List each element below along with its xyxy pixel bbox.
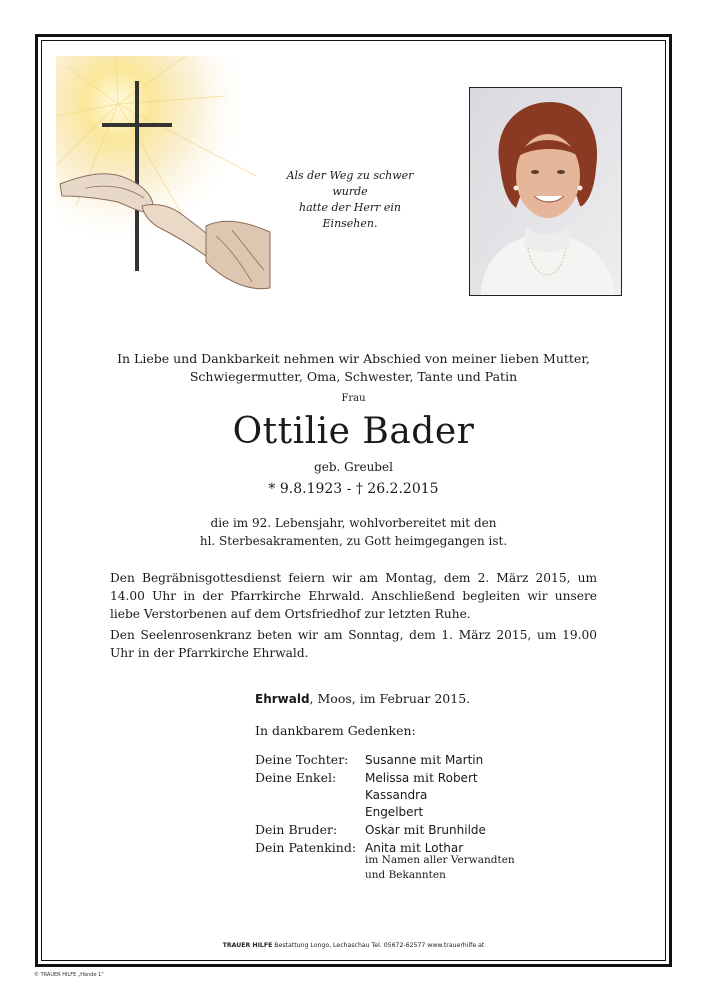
godchild-partner: Lothar <box>424 841 464 855</box>
list-item <box>255 769 486 787</box>
closing-line-2: und Bekannten <box>365 869 446 881</box>
grandchild-3: Engelbert <box>365 805 424 819</box>
godchild-label: Dein Patenkind: <box>255 840 357 855</box>
hands-cross-illustration-icon <box>56 56 276 296</box>
grandchild-1-partner: Robert <box>437 771 478 785</box>
place-date <box>255 691 470 706</box>
quote <box>270 168 430 232</box>
intro-text <box>60 350 647 386</box>
rosary-paragraph: Den Seelenrosenkranz beten wir am Sonntag, dem 1. März 2015, um 19.00 Uhr in der Pfarrkirche Ehrwald. <box>110 628 597 660</box>
brother-name: Oskar <box>365 823 400 837</box>
life-line-1: die im 92. Lebensjahr, wohlvorbereitet mit den <box>210 516 497 530</box>
mit-word: mit <box>400 840 421 855</box>
family-list <box>255 751 486 857</box>
daughter-name: Susanne <box>365 753 417 767</box>
grandchildren-label: Deine Enkel: <box>255 770 337 785</box>
intro-line-1: In Liebe und Dankbarkeit nehmen wir Abschied von meiner lieben Mutter, <box>117 351 590 366</box>
footer-brand: TRAUER HILFE <box>222 942 273 949</box>
footer <box>0 942 707 949</box>
brother-label: Dein Bruder: <box>255 822 338 837</box>
daughter-label: Deine Tochter: <box>255 752 349 767</box>
brother-partner: Brunhilde <box>428 823 486 837</box>
place-rest: , Moos, im Februar 2015. <box>309 691 471 706</box>
mit-word: mit <box>413 770 434 785</box>
portrait-photo-icon <box>469 87 622 296</box>
grandchild-2: Kassandra <box>365 788 428 802</box>
funeral-paragraph: Den Begräbnisgottesdienst feiern wir am Montag, dem 2. März 2015, um 14.00 Uhr in der Pfarrkirche Ehrwald. Anschließend begleiten wir unsere liebe Verstorbenen auf dem Ortsfriedhof zur letzten Ruhe. <box>110 571 597 621</box>
quote-line-2: hatte der Herr ein Einsehen. <box>298 201 402 230</box>
life-line-2: hl. Sterbesakramenten, zu Gott heimgegangen ist. <box>199 534 508 548</box>
birth-name: geb. Greubel <box>314 460 393 474</box>
place-town: Ehrwald <box>255 692 310 706</box>
quote-line-1: Als der Weg zu schwer wurde <box>286 169 414 198</box>
life-text <box>60 514 647 550</box>
deceased-name: Ottilie Bader <box>232 411 475 452</box>
closing-text <box>365 853 515 883</box>
list-item <box>255 804 486 821</box>
daughter-partner: Martin <box>444 753 484 767</box>
mit-word: mit <box>403 822 425 837</box>
footer-text: Bestattung Longo, Lechaschau Tel. 05672-62577 www.trauerhilfe.at <box>272 942 485 949</box>
list-item <box>255 751 486 769</box>
salutation: Frau <box>341 393 366 404</box>
mit-word: mit <box>420 752 442 767</box>
thanks-line: In dankbarem Gedenken: <box>255 723 416 738</box>
closing-line-1: im Namen aller Verwandten <box>365 854 515 866</box>
list-item <box>255 821 486 839</box>
intro-line-2: Schwiegermutter, Oma, Schwester, Tante und Patin <box>189 369 518 384</box>
copyright: © TRAUER HILFE „Hände 1“ <box>34 972 104 978</box>
list-item <box>255 787 486 804</box>
godchild-name: Anita <box>365 841 397 855</box>
grandchild-1: Melissa <box>365 771 410 785</box>
life-dates: * 9.8.1923 - † 26.2.2015 <box>268 481 439 497</box>
